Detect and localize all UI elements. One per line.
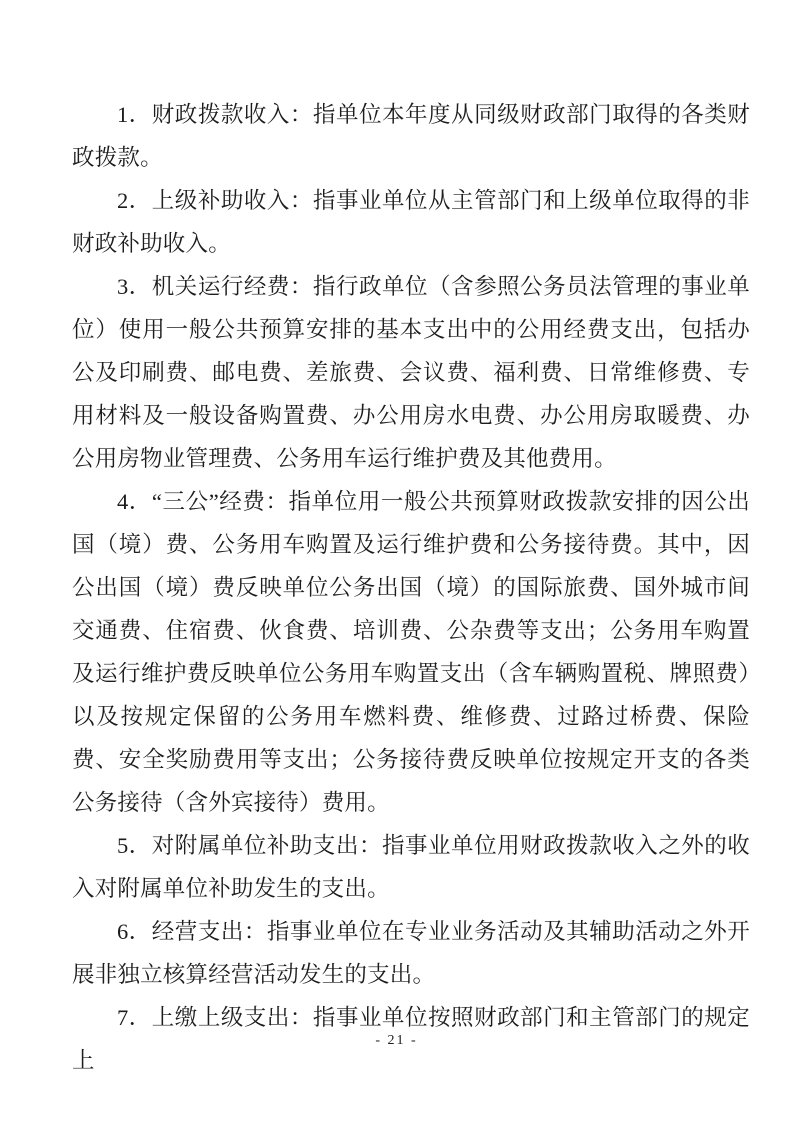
- paragraph-6: 6．经营支出：指事业单位在专业业务活动及其辅助活动之外开展非独立核算经营活动发生的支出。: [72, 919, 750, 987]
- paragraph-2: 2．上级补助收入：指事业单位从主管部门和上级单位取得的非财政补助收入。: [72, 188, 750, 256]
- paragraph-4: 4．“三公”经费：指单位用一般公共预算财政拨款安排的因公出国（境）费、公务用车购置及运行维护费和公务接待费。其中，因公出国（境）费反映单位公务出国（境）的国际旅费、国外城市间交通费、住宿费、伙食费、培训费、公杂费等支出；公务用车购置及运行维护费反映单位公务用车购置支出（含车辆购置税、牌照费）以及按规定保留的公务用车燃料费、维修费、过路过桥费、保险费、安全奖励费用等支出；公务接待费反映单位按规定开支的各类公务接待（含外宾接待）费用。: [72, 489, 750, 815]
- page-content: [72, 93, 750, 1082]
- paragraph-5: 5．对附属单位补助支出：指事业单位用财政拨款收入之外的收入对附属单位补助发生的支出。: [72, 833, 750, 901]
- page-footer: [0, 1031, 793, 1051]
- page-number: - 21 -: [375, 1033, 418, 1048]
- paragraph-3: 3．机关运行经费：指行政单位（含参照公务员法管理的事业单位）使用一般公共预算安排的基本支出中的公用经费支出，包括办公及印刷费、邮电费、差旅费、会议费、福利费、日常维修费、专用材料及一般设备购置费、办公用房水电费、办公用房取暖费、办公用房物业管理费、公务用车运行维护费及其他费用。: [72, 274, 750, 471]
- paragraph-7: 7．上缴上级支出：指事业单位按照财政部门和主管部门的规定上: [72, 1005, 750, 1073]
- paragraph-1: 1．财政拨款收入：指单位本年度从同级财政部门取得的各类财政拨款。: [72, 102, 750, 170]
